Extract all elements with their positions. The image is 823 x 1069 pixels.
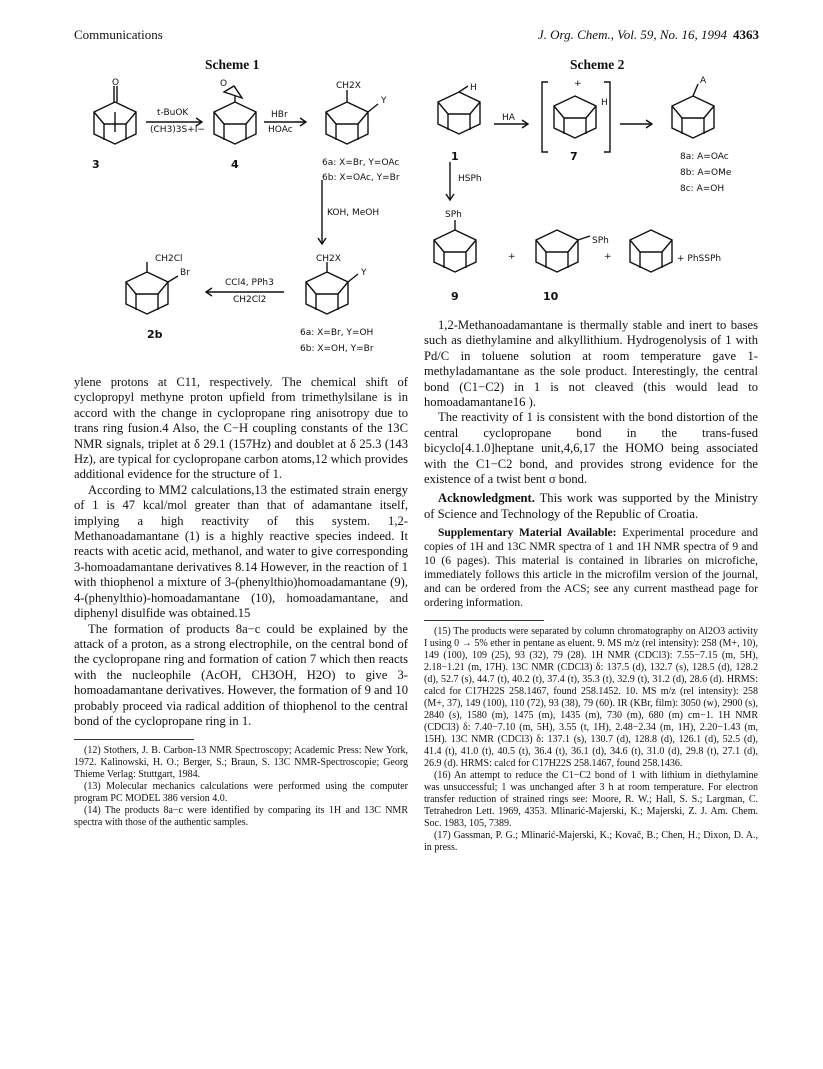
reagent-hoac: HOAc bbox=[268, 125, 293, 135]
product-6a-top: 6a: X=Br, Y=OAc bbox=[322, 158, 400, 168]
reagent-sulfonium: (CH3)3S+I− bbox=[150, 125, 205, 135]
acknowledgment-body: This work was supported by the Ministry of Science and Technology of the Republic of Croatia. bbox=[424, 491, 758, 521]
product-6a-bottom: 6a: X=Br, Y=OH bbox=[300, 328, 374, 338]
acknowledgment-heading: Acknowledgment. bbox=[438, 491, 535, 506]
homoadamantyl-cation-structure bbox=[554, 96, 596, 138]
supplementary-body: Experimental procedure and copies of 1H and 13C NMR spectra of 1 and 1H NMR spectra of 9 and 10 (6 pages). This material is contained in libraries on microfiche, immediately follows this article in the microfilm version of the journal, and can be ordered from the ACS; see any current masthead page for ordering information. bbox=[424, 527, 758, 610]
paragraph-reactivity: The reactivity of 1 is consistent with the bond distortion of the central cyclopropane bond in the trans-fused bicyclo[4.1.0]heptane unit,4,6,17 the HOMO being associated with the C1−C2 bond, and provides strong evidence for the existence of a twist bent σ bond. bbox=[424, 410, 758, 487]
plus-sign-1: + bbox=[508, 252, 516, 262]
br-label: Br bbox=[180, 268, 190, 278]
ch2cl-label: CH2Cl bbox=[155, 254, 183, 264]
footnote-16: (16) An attempt to reduce the C1−C2 bond of 1 with lithium in diethylamine was unsuccessful; 1 was unchanged after 3 h at room temperature. For electron transfer reduction of strained rings see: Moore, R. W.; Hall, S. S.; Largman, C. Tetrahedron Lett. 1969, 4353. Mlinarić-Majerski, K.; Majerski, Z. J. Am. Chem. Soc. 1983, 105, 7389. bbox=[424, 770, 758, 830]
footnote-13: (13) Molecular mechanics calculations were performed using the computer program PC MODEL 386 version 4.0. bbox=[74, 781, 408, 805]
right-column bbox=[424, 318, 758, 854]
scheme-1-title: Scheme 1 bbox=[205, 57, 260, 72]
cation-plus: + bbox=[574, 79, 582, 89]
homoadamantane-product-structure bbox=[672, 84, 714, 138]
y-label-top: Y bbox=[381, 96, 387, 106]
compound-10-label: 10 bbox=[543, 290, 559, 303]
journal-citation: J. Org. Chem., Vol. 59, No. 16, 1994 bbox=[537, 27, 727, 42]
plus-sign-2: + bbox=[604, 252, 612, 262]
ha-label: HA bbox=[502, 113, 515, 123]
ch2x-label-bottom: CH2X bbox=[316, 254, 341, 264]
compound-3-label: 3 bbox=[92, 158, 100, 171]
h-label-1: H bbox=[470, 83, 477, 93]
compound-9-label: 9 bbox=[451, 290, 459, 303]
reagent-koh: KOH, MeOH bbox=[327, 208, 380, 218]
running-header-right bbox=[538, 27, 759, 43]
footnote-15: (15) The products were separated by column chromatography on Al2O3 activity I using 0 → 5% ether in pentane as eluent. 9. MS m/z (rel intensity): 258 (M+, 10), 149 (100), 109 (25), 93 (32), 79 (28). 1H NMR (CDCl3): 7.55−7.15 (m, 5H), 2.18−1.21 (m, 17H). 13C NMR (CDCl3) δ: 137.5 (d), 132.7 (s), 128.5 (d), 128.2 (d), 52.7 (s), 44.7 (t), 40.2 (t), 37.4 (t), 35.3 (t), 32.9 (t), 31.2 (d), 28.6 (d). HRMS: calcd for C17H22S 258.1467, found 258.1452. 10. MS m/z (rel intensity): 258 (M+, 37), 149 (100), 110 (72), 93 (38), 79 (60). IR (KBr, film): 3050 (w), 2900 (s), 2840 (s), 1580 (m), 1475 (m), 1435 (m), 730 (m), 680 (m) cm−1. 1H NMR (CDCl3) δ: 7.40−7.10 (m, 5H), 3.55 (t, 1H), 2.48−2.34 (m, 1H), 2.20−1.43 (m, 15H). 13C NMR (CDCl3) δ: 137.1 (s), 130.7 (d), 128.8 (d), 126.1 (d), 52.5 (d), 41.4 (t), 41.0 (t), 40.5 (t), 36.4 (t), 36.1 (d), 34.6 (t), 31.0 (d), 29.8 (t), 27.1 (d), 26.9 (d). HRMS: calcd for C17H22S 258.1467, found 258.1436. bbox=[424, 626, 758, 770]
compound-10-structure bbox=[536, 230, 590, 272]
footnote-14: (14) The products 8a−c were identified by comparing its 1H and 13C NMR spectra with those of the authentic samples. bbox=[74, 805, 408, 829]
epoxide-oxygen: O bbox=[220, 79, 228, 89]
footnote-rule bbox=[74, 739, 194, 740]
compound-7-label: 7 bbox=[570, 150, 578, 163]
compound-1-label: 1 bbox=[451, 150, 459, 163]
adamantanone-structure bbox=[94, 86, 136, 144]
bromo-alcohol-structure bbox=[306, 262, 358, 314]
paragraph-stability: 1,2-Methanoadamantane is thermally stable and inert to bases such as diethylamine and alkyllithium. Hydrogenolysis of 1 with Pd/C in toluene solution at room temperature gave 1-methyladamantane as the sole product. Interestingly, the central bond (C1−C2) in 1 is not cleaved (this would lead to homoadamantane16 ). bbox=[424, 318, 758, 410]
ch2x-label-top: CH2X bbox=[336, 81, 361, 91]
running-header-left: Communications bbox=[74, 27, 163, 42]
product-8b: 8b: A=OMe bbox=[680, 168, 732, 178]
ketone-oxygen: O bbox=[112, 78, 120, 88]
page-number: 4363 bbox=[733, 27, 759, 42]
compound-4-label: 4 bbox=[231, 158, 239, 171]
paragraph-formation: The formation of products 8a−c could be explained by the attack of a proton, as a strong electrophile, on the central bond of the cyclopropane ring and formation of cation 7 which then reacts with the nucleophile (AcOH, CH3OH, H2O) to give 3-homoadamantane derivatives. However, the formation of 9 and 10 probably proceed via radical addition of thiophenol to the central bond of the cyclopropane ring in 1. bbox=[74, 621, 408, 728]
sph-label-10: SPh bbox=[592, 236, 609, 246]
reagent-hsph: HSPh bbox=[458, 174, 482, 184]
diphenyl-disulfide: + PhSSPh bbox=[677, 254, 722, 264]
acknowledgment bbox=[424, 491, 758, 522]
spiro-epoxide-structure bbox=[214, 86, 256, 144]
footnote-12: (12) Stothers, J. B. Carbon-13 NMR Spectroscopy; Academic Press: New York, 1972. Kalinowski, H. O.; Berger, S.; Braun, S. 13C NMR-Spectroscopie; Georg Thieme Verlag: Stuttgart, 1984. bbox=[74, 745, 408, 781]
sph-label-9: SPh bbox=[445, 210, 462, 220]
compound-2b-label: 2b bbox=[147, 328, 163, 341]
compound-9-structure bbox=[434, 220, 476, 272]
footnote-17: (17) Gassman, P. G.; Mlinarić-Majerski, K.; Kovač, B.; Chen, H.; Dixon, D. A., in press. bbox=[424, 830, 758, 854]
supplementary-heading: Supplementary Material Available: bbox=[438, 527, 617, 540]
left-column bbox=[74, 375, 408, 829]
reagent-tbuok: t-BuOK bbox=[157, 108, 189, 118]
a-label: A bbox=[700, 76, 707, 86]
h-label-2: H bbox=[601, 98, 608, 108]
chloromethyl-bromo-structure bbox=[126, 262, 178, 314]
reagent-ch2cl2: CH2Cl2 bbox=[233, 295, 267, 305]
product-8a: 8a: A=OAc bbox=[680, 152, 729, 162]
supplementary-material bbox=[424, 526, 758, 610]
methanoadamantane-structure bbox=[438, 86, 480, 134]
product-6b-bottom: 6b: X=OH, Y=Br bbox=[300, 344, 374, 354]
reagent-hbr: HBr bbox=[271, 110, 288, 120]
paragraph-nmr: ylene protons at C11, respectively. The chemical shift of cyclopropyl methyne proton upfield from trimethylsilane is in accord with the change in cyclopropane ring anisotropy due to trans ring fusion.4 Also, the C−H coupling constants of the 13C NMR signals, triplet at δ 29.1 (157Hz) and doublet at δ 25.3 (143 Hz), are typical for cyclopropane carbon atoms,12 which provides additional evidence for the structure of 1. bbox=[74, 375, 408, 482]
product-6b-top: 6b: X=OAc, Y=Br bbox=[322, 173, 400, 183]
reagent-ccl4: CCl4, PPh3 bbox=[225, 278, 274, 288]
product-8c: 8c: A=OH bbox=[680, 184, 725, 194]
homoadamantane-structure bbox=[630, 230, 672, 272]
y-label-bottom: Y bbox=[361, 268, 367, 278]
footnote-rule-right bbox=[424, 620, 544, 621]
bromo-acetate-structure bbox=[326, 90, 378, 144]
scheme-2-title: Scheme 2 bbox=[570, 57, 625, 72]
paragraph-mm2: According to MM2 calculations,13 the estimated strain energy of 1 is 47 kcal/mol greater than that of adamantane itself, implying a high reactivity of this system. 1,2-Methanoadamantane (1) is a highly reactive species indeed. It reacts with acetic acid, methanol, and water to give corresponding 3-homoadamantane derivatives 8.14 However, in the reaction of 1 with thiophenol a mixture of 3-(phenylthio)homoadamantane (9), 4-(phenylthio)-homoadamantane (10), homoadamantane, and diphenyl disulfide was obtained.15 bbox=[74, 482, 408, 621]
